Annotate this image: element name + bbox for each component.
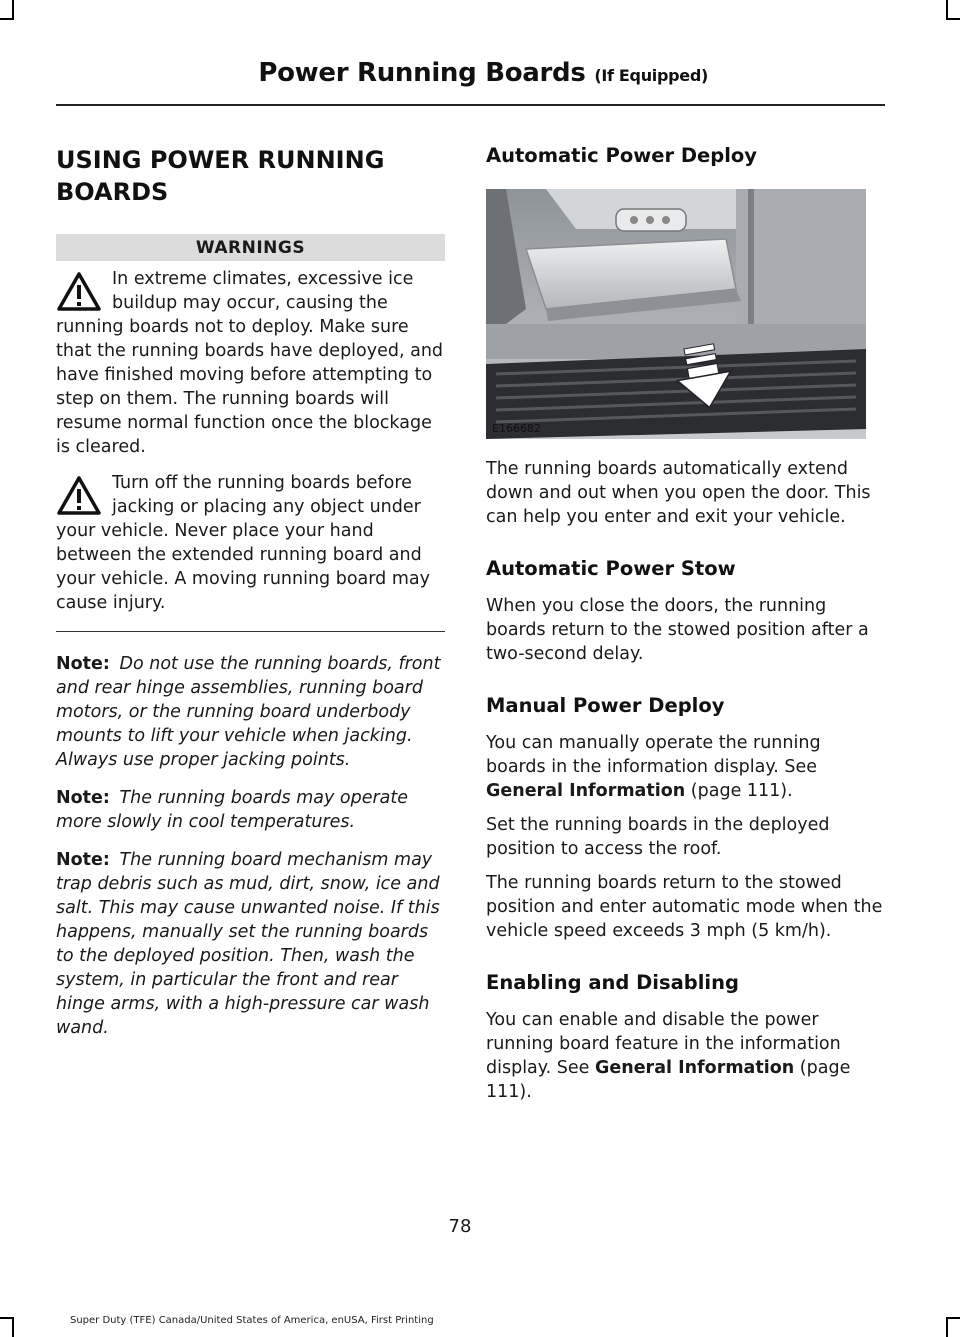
crop-mark	[0, 18, 14, 20]
note-label: Note:	[56, 788, 110, 808]
page-reference: (page 111).	[690, 781, 793, 801]
page-reference: (page 111).	[486, 1058, 851, 1102]
paragraph: The running boards return to the stowed position and enter automatic mode when the vehicle speed exceeds 3 mph (5 km/h).	[486, 873, 883, 941]
right-column	[486, 144, 884, 1114]
cross-reference-link[interactable]: General Information	[595, 1058, 795, 1078]
note-text: Do not use the running boards, front and rear hinge assemblies, running board motors, or the running board underbody mounts to lift your vehicle when jacking. Always use proper jacking points.	[56, 654, 441, 770]
running-board-illustration	[486, 189, 866, 439]
note	[56, 786, 445, 834]
crop-mark	[0, 1317, 14, 1319]
cross-reference-link[interactable]: General Information	[486, 781, 686, 801]
paragraph: Set the running boards in the deployed position to access the roof.	[486, 815, 830, 859]
subsection-heading: Enabling and Disabling	[486, 971, 739, 994]
crop-mark	[946, 18, 960, 20]
note	[56, 652, 445, 772]
figure-label: E166682	[492, 422, 541, 435]
note-text: The running board mechanism may trap debris such as mud, dirt, snow, ice and salt. This may cause unwanted noise. If this happens, manually set the running boards to the deployed position. Then, wash the system, in particular the front and rear hinge arms, with a high-pressure car wash wand.	[56, 850, 440, 1038]
warning-text: In extreme climates, excessive ice buildup may occur, causing the running boards not to deploy. Make sure that the running boards have deployed, and have finished moving before attempting to step on them. The running boards will resume normal function once the blockage is cleared.	[56, 269, 444, 457]
paragraph: The running boards automatically extend down and out when you open the door. This can help you enter and exit your vehicle.	[486, 459, 871, 527]
warnings-banner: WARNINGS	[56, 234, 445, 261]
subsection-heading: Automatic Power Stow	[486, 557, 736, 580]
crop-mark	[12, 1319, 14, 1337]
subsection-heading: Automatic Power Deploy	[486, 144, 758, 167]
crop-mark	[946, 1317, 960, 1319]
page-number: 78	[448, 1216, 472, 1237]
paragraph-text: You can enable and disable the power running board feature in the information display. See	[486, 1010, 841, 1078]
warning-item	[56, 267, 445, 459]
note-label: Note:	[56, 850, 110, 870]
note-text: The running boards may operate more slowly in cool temperatures.	[56, 788, 409, 832]
paragraph: When you close the doors, the running boards return to the stowed position after a two-second delay.	[486, 596, 869, 664]
paragraph-text: You can manually operate the running boards in the information display. See	[486, 733, 821, 777]
warning-text: Turn off the running boards before jacking or placing any object under your vehicle. Never place your hand between the extended running board and your vehicle. A moving running board may cause injury.	[56, 473, 430, 613]
crop-mark	[946, 0, 948, 18]
header-rule	[56, 104, 885, 106]
notes	[56, 652, 445, 1040]
paragraph	[486, 731, 884, 803]
note	[56, 848, 445, 1040]
subsection-heading: Manual Power Deploy	[486, 694, 725, 717]
warning-triangle-icon	[56, 271, 102, 313]
running-board-figure	[486, 189, 866, 439]
page-header	[258, 58, 708, 88]
crop-mark	[946, 1319, 948, 1337]
page-footer: Super Duty (TFE) Canada/United States of America, enUSA, First Printing	[70, 1315, 434, 1326]
section-heading: USING POWER RUNNING BOARDS	[56, 146, 385, 206]
left-column	[56, 144, 445, 1040]
page-header-subtitle: (If Equipped)	[594, 66, 708, 85]
note-label: Note:	[56, 654, 110, 674]
warning-triangle-icon	[56, 475, 102, 517]
paragraph	[486, 1008, 884, 1104]
warnings-end-rule	[56, 631, 445, 632]
page-header-title: Power Running Boards	[258, 58, 586, 88]
crop-mark	[12, 0, 14, 18]
warning-item	[56, 471, 445, 615]
